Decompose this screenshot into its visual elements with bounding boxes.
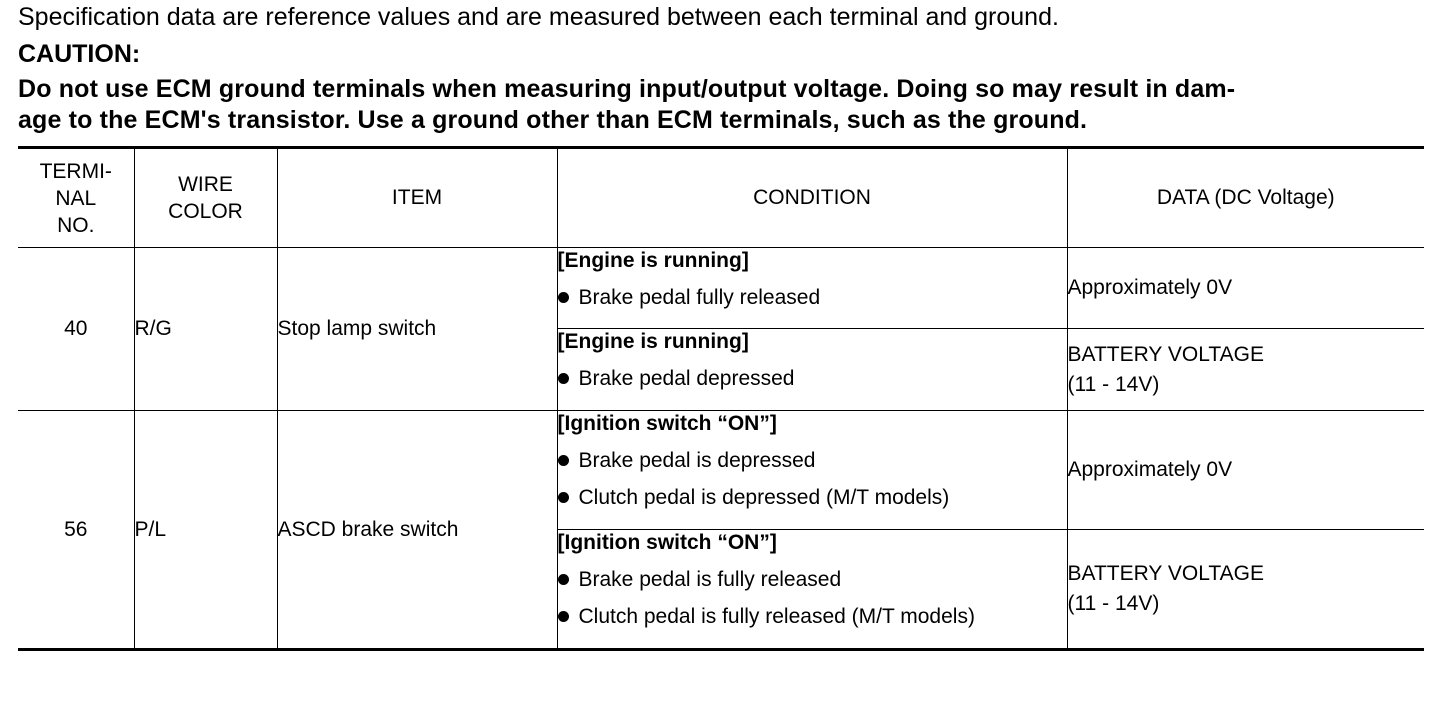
data-value: Approximately 0V <box>1067 458 1233 481</box>
condition-bullet: Clutch pedal is fully released (M/T models) <box>558 604 1067 630</box>
caution-line: age to the ECM's transistor. Use a ground other than ECM terminals, such as the ground. <box>18 106 1088 134</box>
condition-bullet: Brake pedal is fully released <box>558 567 1067 593</box>
data-value: (11 - 14V) <box>1067 592 1160 615</box>
caution-text <box>18 74 1235 136</box>
table-row <box>18 411 1424 530</box>
data-value: (11 - 14V) <box>1067 372 1160 396</box>
bullet-dot-icon <box>558 492 569 503</box>
caution-line: Do not use ECM ground terminals when measuring input/output voltage. Doing so may result in dam- <box>18 75 1236 103</box>
bullet-dot-icon <box>558 611 569 622</box>
condition-title: [Engine is running] <box>557 330 749 353</box>
condition-cell <box>557 329 1067 411</box>
condition-cell <box>557 248 1067 329</box>
bullet-dot-icon <box>558 455 569 466</box>
data-cell <box>1067 329 1424 411</box>
condition-bullet: Brake pedal depressed <box>558 366 1067 392</box>
intro-text: Specification data are reference values and are measured between each terminal and ground. <box>18 3 1059 31</box>
condition-title: [Ignition switch “ON”] <box>557 531 777 554</box>
table-header-row <box>18 148 1424 248</box>
table-row <box>18 248 1424 329</box>
header-condition: CONDITION <box>557 148 1067 248</box>
condition-bullet: Clutch pedal is depressed (M/T models) <box>558 485 1067 511</box>
data-value: BATTERY VOLTAGE <box>1067 562 1264 585</box>
bullet-dot-icon <box>558 574 569 585</box>
condition-title: [Ignition switch “ON”] <box>557 412 777 435</box>
header-item: ITEM <box>277 148 557 248</box>
condition-cell <box>557 411 1067 530</box>
caution-heading: CAUTION: <box>18 40 141 68</box>
item-name: ASCD brake switch <box>277 411 557 650</box>
header-terminal-no: TERMI- NAL NO. <box>18 148 134 248</box>
data-cell <box>1067 248 1424 329</box>
data-value: BATTERY VOLTAGE <box>1067 342 1264 366</box>
bullet-dot-icon <box>558 292 569 303</box>
wire-color: R/G <box>134 248 277 411</box>
condition-bullet: Brake pedal fully released <box>558 285 1067 311</box>
condition-cell <box>557 530 1067 650</box>
condition-title: [Engine is running] <box>557 249 749 272</box>
header-wire-color: WIRE COLOR <box>134 148 277 248</box>
header-data: DATA (DC Voltage) <box>1067 148 1424 248</box>
data-value: Approximately 0V <box>1067 276 1233 299</box>
terminal-spec-table <box>18 146 1424 651</box>
bullet-dot-icon <box>558 373 569 384</box>
data-cell <box>1067 411 1424 530</box>
terminal-no: 40 <box>18 248 134 411</box>
data-cell <box>1067 530 1424 650</box>
condition-bullet: Brake pedal is depressed <box>558 448 1067 474</box>
wire-color: P/L <box>134 411 277 650</box>
item-name: Stop lamp switch <box>277 248 557 411</box>
terminal-no: 56 <box>18 411 134 650</box>
